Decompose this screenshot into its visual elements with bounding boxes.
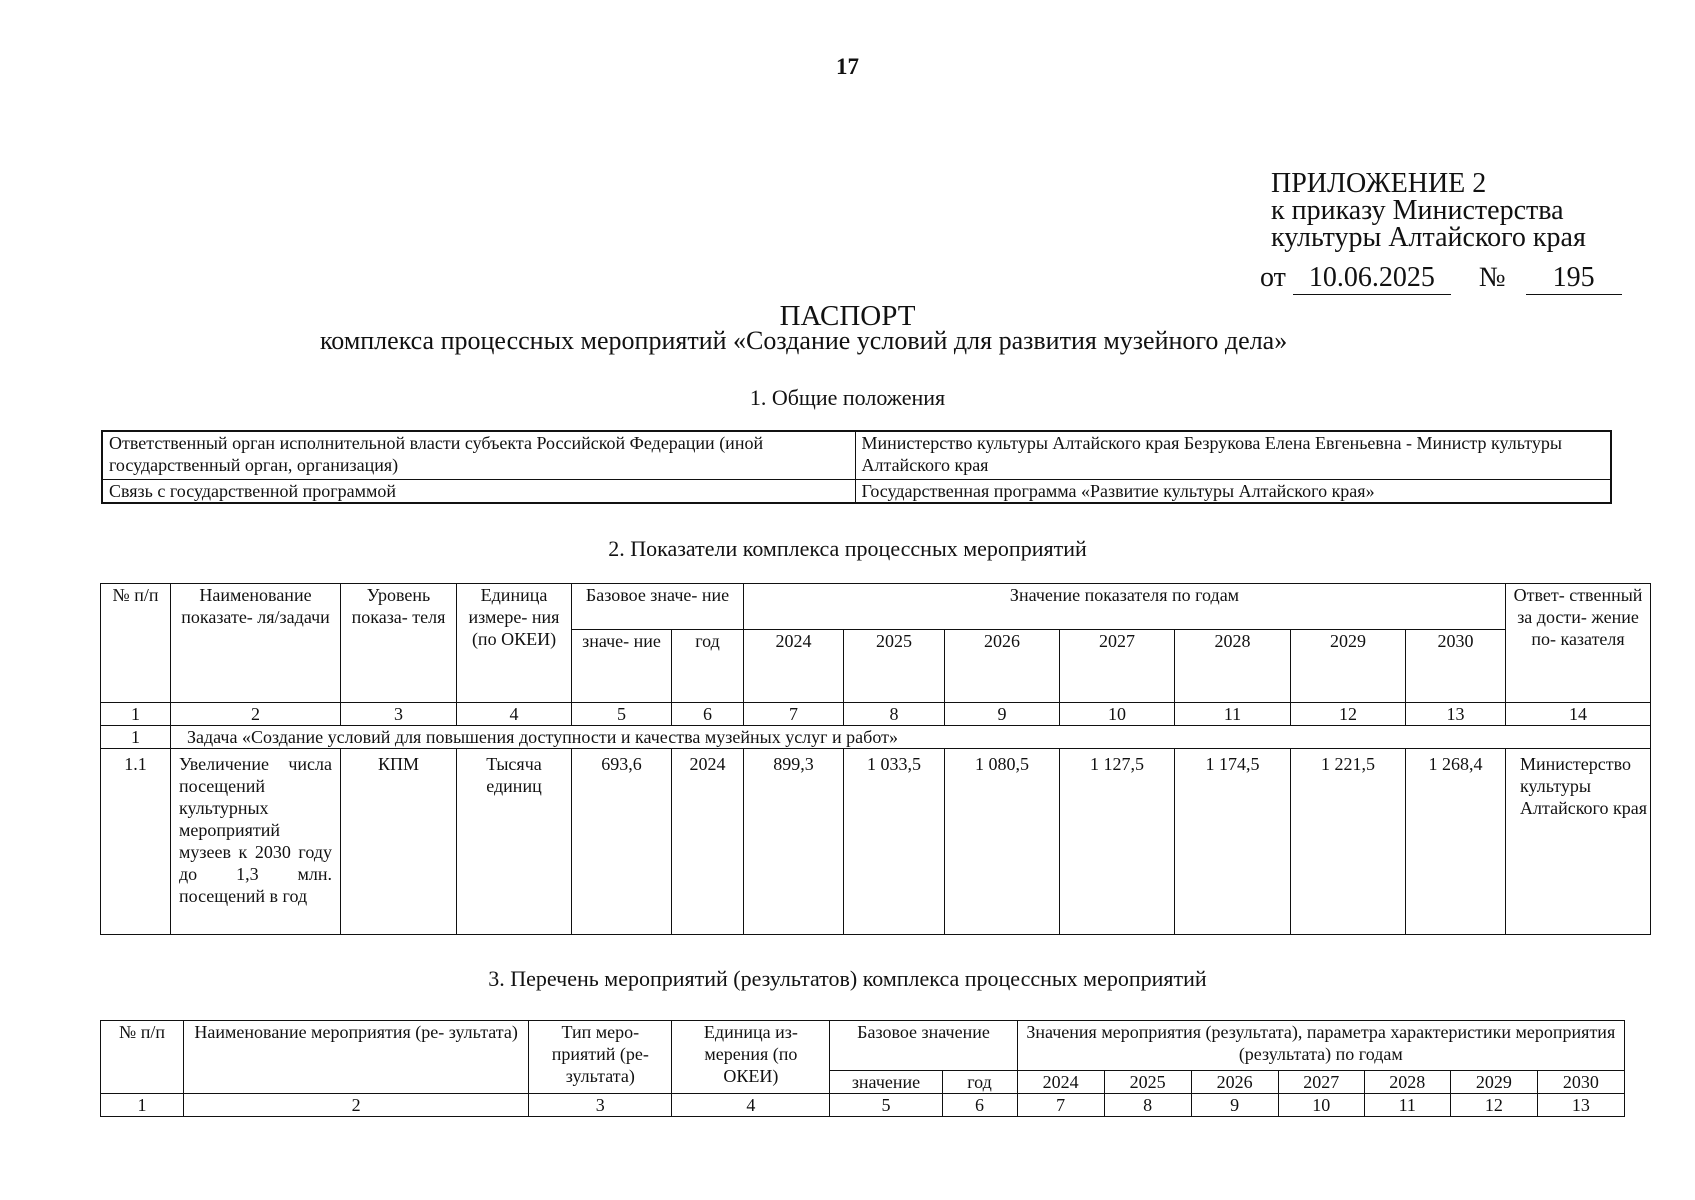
number-prefix: №	[1478, 262, 1506, 293]
indicators-table	[100, 583, 1651, 935]
column-number: 7	[744, 703, 844, 726]
header-year: 2024	[744, 630, 844, 703]
row-value-2029: 1 221,5	[1291, 749, 1406, 935]
header-responsible: Ответ- ственный за дости- жение по- казателя	[1506, 584, 1651, 703]
row-value: Государственная программа «Развитие культуры Алтайского края»	[855, 479, 1611, 503]
header-base-value: значение	[830, 1071, 942, 1094]
header-year: 2026	[945, 630, 1060, 703]
section2-heading: 2. Показатели комплекса процессных мероприятий	[608, 536, 1087, 561]
header-year: 2028	[1364, 1071, 1450, 1094]
header-level: Уровень показа- теля	[341, 584, 457, 703]
column-number: 7	[1017, 1094, 1104, 1117]
row-value-2025: 1 033,5	[844, 749, 945, 935]
column-number: 2	[171, 703, 341, 726]
document-subtitle: комплекса процессных мероприятий «Создание условий для развития музейного дела»	[320, 326, 1288, 355]
appendix-block	[1271, 170, 1586, 251]
row-label: Связь с государственной программой	[102, 479, 855, 503]
header-year: 2028	[1175, 630, 1291, 703]
column-number: 4	[672, 1094, 830, 1117]
header-year: 2025	[844, 630, 945, 703]
column-number: 6	[942, 1094, 1017, 1117]
task-text: Задача «Создание условий для повышения доступности и качества музейных услуг и работ»	[171, 726, 1651, 749]
row-responsible: Министерство культуры Алтайского края	[1506, 749, 1651, 935]
page-number: 17	[836, 54, 859, 79]
row-name: Увеличение числа посещений культурных мероприятий музеев к 2030 году до 1,3 млн. посещений в год	[171, 749, 341, 935]
column-number: 3	[341, 703, 457, 726]
column-number: 6	[672, 703, 744, 726]
row-num: 1.1	[101, 749, 171, 935]
order-date: 10.06.2025	[1293, 262, 1451, 295]
header-year: 2025	[1104, 1071, 1191, 1094]
task-num: 1	[101, 726, 171, 749]
header-year: 2024	[1017, 1071, 1104, 1094]
column-number: 8	[1104, 1094, 1191, 1117]
column-number: 4	[457, 703, 572, 726]
header-type: Тип меро- приятий (ре- зультата)	[529, 1021, 672, 1094]
table-row	[102, 431, 1611, 479]
column-number: 14	[1506, 703, 1651, 726]
column-number: 13	[1537, 1094, 1624, 1117]
column-number: 11	[1175, 703, 1291, 726]
column-number: 2	[184, 1094, 529, 1117]
column-numbers-row	[101, 703, 1651, 726]
row-label: Ответственный орган исполнительной власти субъекта Российской Федерации (иной государственный орган, организация)	[102, 431, 855, 479]
header-year: 2030	[1537, 1071, 1624, 1094]
header-base-year: год	[942, 1071, 1017, 1094]
column-number: 11	[1364, 1094, 1450, 1117]
order-line	[1260, 262, 1622, 295]
column-number: 8	[844, 703, 945, 726]
header-num: № п/п	[101, 584, 171, 703]
row-value-2024: 899,3	[744, 749, 844, 935]
column-number: 1	[101, 1094, 184, 1117]
column-number: 9	[1191, 1094, 1278, 1117]
row-unit: Тысяча единиц	[457, 749, 572, 935]
header-unit: Единица измере- ния (по ОКЕИ)	[457, 584, 572, 703]
column-number: 10	[1278, 1094, 1364, 1117]
row-value: Министерство культуры Алтайского края Безрукова Елена Евгеньевна - Министр культуры Алтайского края	[855, 431, 1611, 479]
activities-table	[100, 1020, 1625, 1117]
header-by-years: Значения мероприятия (результата), параметра характеристики мероприятия (результата) по годам	[1017, 1021, 1624, 1071]
column-number: 10	[1060, 703, 1175, 726]
header-base: Базовое значение	[830, 1021, 1017, 1071]
header-by-years: Значение показателя по годам	[744, 584, 1506, 630]
row-level: КПМ	[341, 749, 457, 935]
header-year: 2029	[1291, 630, 1406, 703]
row-value-2026: 1 080,5	[945, 749, 1060, 935]
header-year: 2027	[1278, 1071, 1364, 1094]
appendix-line-3: культуры Алтайского края	[1271, 222, 1586, 253]
column-number: 5	[572, 703, 672, 726]
column-number: 5	[830, 1094, 942, 1117]
column-number: 12	[1450, 1094, 1537, 1117]
row-value-2027: 1 127,5	[1060, 749, 1175, 935]
task-row	[101, 726, 1651, 749]
header-unit: Единица из- мерения (по ОКЕИ)	[672, 1021, 830, 1094]
general-provisions-table	[101, 430, 1612, 504]
column-numbers-row	[101, 1094, 1625, 1117]
header-name: Наименование показате- ля/задачи	[171, 584, 341, 703]
column-number: 3	[529, 1094, 672, 1117]
header-year: 2029	[1450, 1071, 1537, 1094]
header-base: Базовое значе- ние	[572, 584, 744, 630]
document-title: ПАСПОРТ	[779, 300, 916, 332]
appendix-line-2: к приказу Министерства	[1271, 195, 1564, 226]
header-base-value: значе- ние	[572, 630, 672, 703]
order-number: 195	[1526, 262, 1622, 295]
appendix-title: ПРИЛОЖЕНИЕ 2	[1271, 168, 1487, 199]
row-base-value: 693,6	[572, 749, 672, 935]
column-number: 1	[101, 703, 171, 726]
column-number: 12	[1291, 703, 1406, 726]
date-prefix: от	[1260, 262, 1286, 293]
table-row	[102, 479, 1611, 503]
row-value-2028: 1 174,5	[1175, 749, 1291, 935]
header-base-year: год	[672, 630, 744, 703]
section3-heading: 3. Перечень мероприятий (результатов) комплекса процессных мероприятий	[488, 966, 1207, 991]
header-year: 2027	[1060, 630, 1175, 703]
section1-heading: 1. Общие положения	[749, 385, 946, 410]
table-row	[101, 749, 1651, 935]
row-value-2030: 1 268,4	[1406, 749, 1506, 935]
header-year: 2026	[1191, 1071, 1278, 1094]
column-number: 9	[945, 703, 1060, 726]
header-num: № п/п	[101, 1021, 184, 1094]
header-year: 2030	[1406, 630, 1506, 703]
row-base-year: 2024	[672, 749, 744, 935]
header-name: Наименование мероприятия (ре- зультата)	[184, 1021, 529, 1094]
column-number: 13	[1406, 703, 1506, 726]
